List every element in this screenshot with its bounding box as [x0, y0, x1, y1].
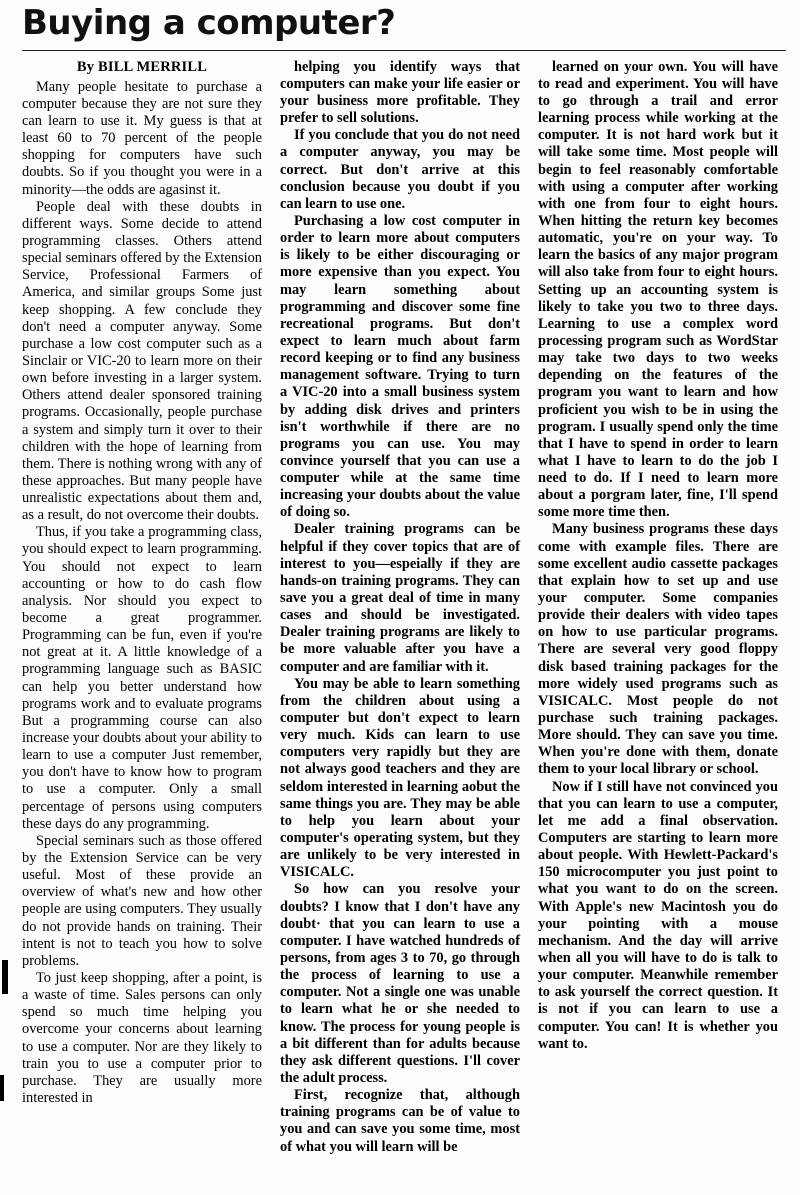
paragraph: Now if I still have not convinced you that you can learn to use a computer, let me add a final observation. Computers are starting to learn more about people. With Hewlett-Packard's 150 microcomputer you just point to what you want to do on the screen. With Apple's new Macintosh you do your pointing with a mouse mechanism. And the day will arrive when all you will have to do is talk to your computer. Meanwhile remember to ask yourself the correct question. It is not if you can learn to use a computer. You can! It is whether you want to.: [538, 778, 778, 1052]
paragraph: Thus, if you take a programming class, you should expect to learn programming. You should not expect to learn accounting or how to do cash flow analysis. Nor should you expect to become a great programmer. Programming can be fun, even if you're not great at it. A little knowledge of a programming language such as BASIC can help you better understand how programs work and to evaluate programs But a programming course can also increase your doubts about your ability to learn to use a computer Just remember, you don't have to know how to program to use a computer. Only a small percentage of persons using computers these days do any programming.: [22, 524, 262, 832]
byline: By BILL MERRILL: [76, 58, 208, 75]
paragraph: If you conclude that you do not need a computer anyway, you may be correct. But don't arrive at this conclusion because you doubt if you can learn to use one.: [280, 127, 520, 212]
paragraph: learned on your own. You will have to read and experiment. You will have to go through a trail and error learning process while working at the computer. It is not hard work but it will take some time. Most people will begin to feel reasonably comfortable with using a computer after working with one from four to eight hours. When hitting the return key becomes automatic, you're on your way. To learn the basics of any major program will also take from four to eight hours. Setting up an accounting system is likely to take you two to three days. Learning to use a complex word processing program such as WordStar may take two days to two weeks depending on the features of the program you want to learn and how proficient you wish to be in using the program. I usually spend only the time that I have to spend in order to learn what I have to learn to do the job I need to do. If I need to learn more about a porgram later, fine, I'll spend some more time then.: [538, 58, 778, 521]
paragraph: To just keep shopping, after a point, is a waste of time. Sales persons can only spend so much time helping you overcome your concerns about learning to use a computer. Nor are they likely to train you to use a computer prior to purchase. They are usually more interested in: [22, 970, 262, 1106]
page-edge-artifact: [2, 960, 8, 994]
paragraph: Special seminars such as those offered by the Extension Service can be very useful. Most of these provide an overview of what's new and how other people are using computers. They usually do not provide hands on training. Their intent is not to teach you how to solve problems.: [22, 832, 262, 969]
page-edge-artifact-2: [0, 1075, 4, 1101]
page-title: Buying a computer?: [22, 3, 396, 43]
paragraph: Dealer training programs can be helpful if they cover topics that are of interest to you—espeially if they are hands-on training programs. They can save you a great deal of time in many cases and should be investigated. Dealer training programs are likely to be more valuable after you have a computer and are familiar with it.: [280, 521, 520, 675]
paragraph: First, recognize that, although training programs can be of value to you and can save you some time, most of what you will learn will be: [280, 1087, 520, 1155]
article-column-1: [22, 59, 262, 1107]
paragraph: Many business programs these days come with example files. There are some excellent audio cassette packages that explain how to set up and use your computer. Some companies provide their dealers with video tapes on how to use particular programs. There are several very good floppy disk based training packages for the more widely used programs such as VISICALC. Most people do not purchase such training packages. More should. They can save you time. When you're done with them, donate them to your local library or school.: [538, 521, 778, 778]
article-column-2: [280, 59, 520, 1156]
article-column-3: [538, 59, 778, 1053]
paragraph: Purchasing a low cost computer in order to learn more about computers is likely to be either discouraging or more expensive than you expect. You may learn something about programming and discover some fine recreational programs. But don't expect to learn much about farm record keeping or to find any business management software. Trying to turn a VIC-20 into a small business system by adding disk drives and printers isn't worthwhile if there are no programs you can use. You may convince yourself that you can use a computer while at the same time increasing your doubts about the value of doing so.: [280, 212, 520, 521]
paragraph: You may be able to learn something from the children about using a computer but don't expect to learn very much. Kids can learn to use computers very rapidly but they are not always good teachers and they are seldom interested in learning aobut the same things you are. They may be able to help you learn about your computer's operating system, but they are unlikely to be very interested in VISICALC.: [280, 675, 520, 881]
header-divider: [22, 50, 786, 51]
paragraph: Many people hesitate to purchase a computer because they are not sure they can learn to use it. My guess is that at least 60 to 70 percent of the people shopping for computers have such doubts. So if you thought you were in a minority—the odds are agasinst it.: [22, 78, 262, 198]
paragraph: helping you identify ways that computers can make your life easier or your business more profitable. They prefer to sell solutions.: [280, 58, 520, 127]
paragraph: So how can you resolve your doubts? I know that I don't have any doubt· that you can learn to use a computer. I have watched hundreds of persons, from ages 3 to 70, go through the process of learning to use a computer. Not a single one was unable to learn what he or she needed to know. The process for young people is a bit different than for adults because they ask different questions. I'll cover the adult process.: [280, 881, 520, 1086]
article-columns: [22, 59, 786, 1156]
paragraph: People deal with these doubts in different ways. Some decide to attend programming classes. Others attend special seminars offered by the Extension Service, Professional Farmers of America, and similar groups Some just keep shopping. A few conclude they don't need a computer anyway. Some purchase a low cost computer such as a Sinclair or VIC-20 to learn more on their own before investing in a larger system. Others attend dealer sponsored training programs. Occasionally, people purchase a system and simply turn it over to their children with the hope of learning from them. There is nothing wrong with any of these approaches. But many people have unrealistic expectations about them and, as a result, do not overcome their doubts.: [22, 198, 262, 524]
